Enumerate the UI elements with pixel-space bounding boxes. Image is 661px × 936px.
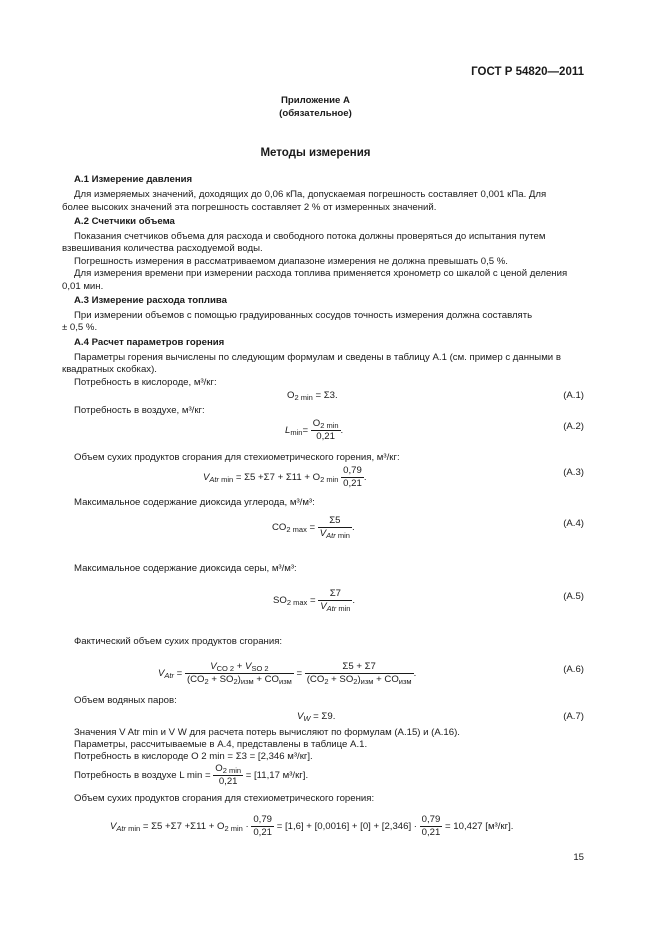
fraction: $\frac{\Sigma 7}{V_{Atr} _{min}}$ — [320, 588, 351, 613]
air-example — [74, 763, 308, 788]
a4-text-1: Параметры горения вычислены по следующим формулам и сведены в таблицу А.1 (см. пример с данными в — [74, 352, 561, 363]
a2-text-3: Погрешность измерения в рассматриваемом диапазоне измерения не должна превышать 0,5 %. — [74, 256, 508, 267]
formula-a7: $V_W = \Sigma 9$. — [297, 711, 336, 723]
air-label: Потребность в воздухе, м³/кг: — [74, 405, 205, 416]
fraction: $\frac{\Sigma 5}{V_{Atr} _{min}}$ — [319, 515, 350, 540]
eq-number-a7: (А.7) — [563, 711, 584, 722]
a3-text-1: При измерении объемов с помощью градуированных сосудов точность измерения должна составлять — [74, 310, 533, 321]
eq-number-a4: (А.4) — [563, 518, 584, 529]
eq-number-a2: (А.2) — [563, 421, 584, 432]
formula-a3: $V_{Atr}$ $_{min} = \Sigma 5 +\Sigma 7 + \Sigma 11 + O_{2 min}$ $\frac{0,79}{0,21}$ . — [203, 465, 367, 489]
a3-text-2: ± 0,5 %. — [62, 322, 98, 333]
dry-example-final: = 10,427 [м³/кг]. — [445, 821, 514, 833]
formula-a1: $O_{2 min} = \Sigma 3$. — [287, 390, 338, 402]
formula-a6: $V_{Atr}$ = $\frac{V_{CO 2} + V_{SO 2}}{(CO_2 + SO_2)_{изм} + CO_{изм}}$ = $\frac{\Sigma 5 + \Sigma 7}{(CO_2 + SO_2)_{изм} + CO_{изм}}$ . — [158, 661, 417, 686]
heading-a4: А.4 Расчет параметров горения — [74, 337, 225, 348]
eq-number-a1: (А.1) — [563, 390, 584, 401]
co2-label: Максимальное содержание диоксида углерода, м³/м³: — [74, 497, 315, 508]
heading-a1: А.1 Измерение давления — [74, 174, 193, 185]
heading-a3: А.3 Измерение расхода топлива — [74, 295, 227, 306]
a2-text-2: взвешивания количества расходуемой воды. — [62, 243, 263, 254]
formula-a4: $CO_{2 max}$ = $\frac{\Sigma 5}{V_{Atr} _{min}}$ . — [272, 515, 355, 540]
eq-number-a6: (А.6) — [563, 664, 584, 675]
a4-text-2: квадратных скобках). — [62, 364, 157, 375]
dry-example-formula: $V_{Atr}$ $_{min} = \Sigma 5 +\Sigma 7 +\Sigma 11 + O_{2 min}$ · $\frac{0,79}{0,21}$ = [1,6] + [0,0016] + [0] + [2,346] · $\frac{0,79}{0,21}$ = 10,427 [м³/кг]. — [110, 814, 514, 838]
a1-text-1: Для измеряемых значений, доходящих до 0,06 кПа, допускаемая погрешность составляет 0,001 кПа. Для — [74, 189, 547, 200]
fraction: $\frac{0,79}{0,21}$ — [343, 465, 362, 489]
params-line: Параметры, рассчитываемые в А.4, представлены в таблице А.1. — [74, 739, 368, 750]
fraction: $\frac{O_{2 min}}{0,21}$ — [312, 418, 339, 442]
so2-label: Максимальное содержание диоксида серы, м³/м³: — [74, 563, 297, 574]
a2-text-4: Для измерения времени при измерении расхода топлива применяется хронометр со шкалой с ценой деления — [74, 268, 568, 279]
heading-a2: А.2 Счетчики объема — [74, 216, 175, 227]
page-number: 15 — [573, 852, 584, 863]
values-line: Значения V Atr min и V W для расчета потерь вычисляют по формулам (А.15) и (А.16). — [74, 727, 460, 738]
actual-volume-label: Фактический объем сухих продуктов сгорания: — [74, 636, 283, 647]
appendix-status: (обязательное) — [279, 108, 352, 119]
fraction: $\frac{O_{2 min}}{0,21}$ — [215, 763, 242, 787]
dry-example-label: Объем сухих продуктов сгорания для стехиометрического горения: — [74, 793, 375, 804]
a2-text-5: 0,01 мин. — [62, 281, 104, 292]
eq-number-a3: (А.3) — [563, 467, 584, 478]
air-example-suffix: = [11,17 м³/кг]. — [245, 770, 309, 782]
standard-header: ГОСТ Р 54820—2011 — [471, 66, 584, 78]
a2-text-1: Показания счетчиков объема для расхода и свободного потока должны проверяться до испытания путем — [74, 231, 546, 242]
a1-text-2: более высоких значений эта погрешность составляет 2 % от измеренных значений. — [62, 202, 437, 213]
air-example-prefix: Потребность в воздухе L min = — [74, 770, 211, 782]
oxygen-label: Потребность в кислороде, м³/кг: — [74, 377, 217, 388]
appendix-title: Приложение А — [281, 95, 350, 106]
oxygen-example: Потребность в кислороде O 2 min = Σ3 = [2,346 м³/кг]. — [74, 751, 313, 762]
section-title: Методы измерения — [260, 147, 371, 159]
dry-products-label: Объем сухих продуктов сгорания для стехиометрического горения, м³/кг: — [74, 452, 400, 463]
fraction: $\frac{0,79}{0,21}$ — [421, 814, 441, 838]
eq-number-a5: (А.5) — [563, 591, 584, 602]
water-vapour-label: Объем водяных паров: — [74, 695, 177, 706]
fraction: $\frac{\Sigma 5 + \Sigma 7}{(CO_2 + SO_2)_{изм} + CO_{изм}}$ — [306, 661, 412, 686]
fraction: $\frac{0,79}{0,21}$ — [253, 814, 273, 838]
formula-a5: $SO_{2 max}$ = $\frac{\Sigma 7}{V_{Atr} _{min}}$ . — [273, 588, 356, 613]
fraction: $\frac{V_{CO 2} + V_{SO 2}}{(CO_2 + SO_2)_{изм} + CO_{изм}}$ — [186, 661, 292, 686]
formula-a2: $L_{min}=$ $\frac{O_{2 min}}{0,21}$ . — [285, 418, 344, 442]
dry-example-result: = [1,6] + [0,0016] + [0] + [2,346] · — [276, 821, 417, 833]
